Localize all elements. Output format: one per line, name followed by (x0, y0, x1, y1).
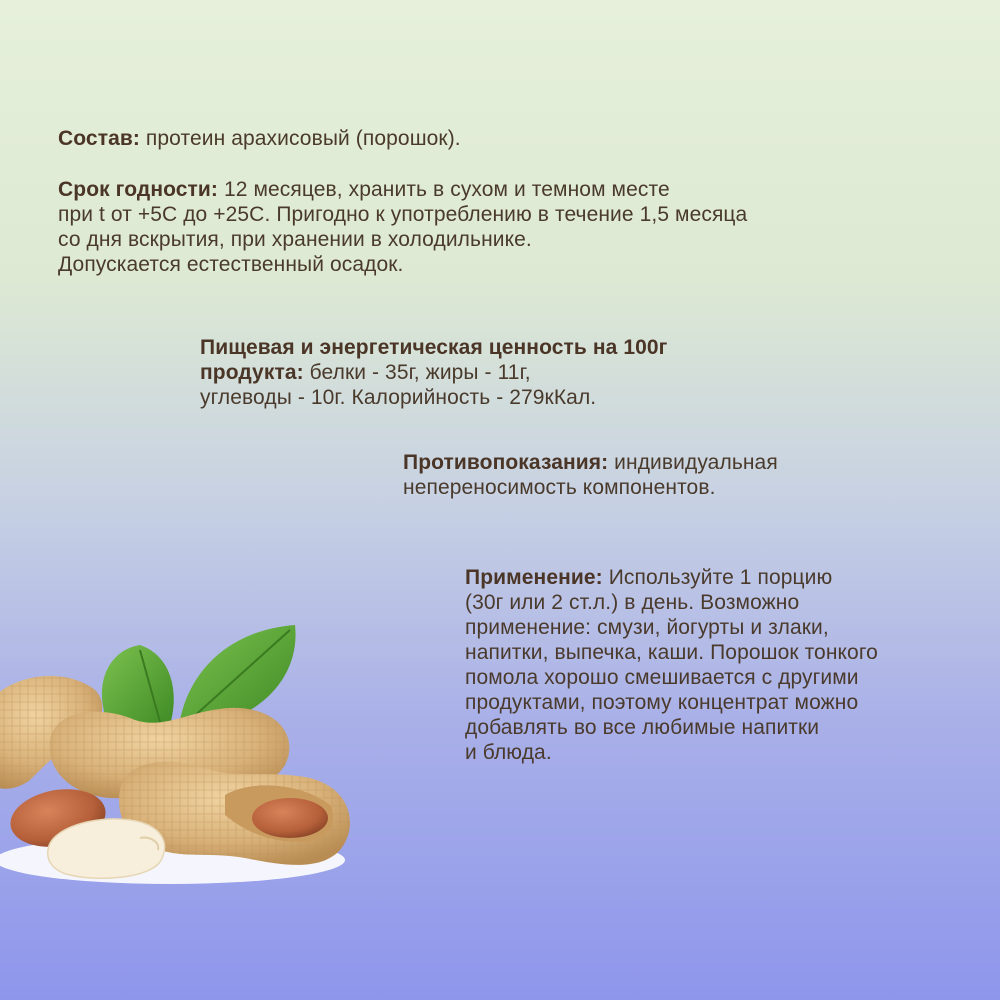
kernel-in-shell-icon (252, 798, 328, 838)
nutrition-text-2: белки - 35г, жиры - 11г, (303, 361, 531, 384)
usage-line-4: напитки, выпечка, каши. Порошок тонкого (465, 641, 878, 664)
nutrition-line-2 (200, 360, 668, 385)
usage-section (465, 565, 878, 765)
shelf-life-text-1: 12 месяцев, хранить в сухом и темном месте (218, 178, 670, 201)
peanuts-with-leaves-icon (0, 610, 360, 890)
nutrition-label-line-2: продукта: (200, 361, 304, 384)
usage-line-3: применение: смузи, йогурты и злаки, (465, 616, 829, 639)
contraindications-line-1 (403, 450, 778, 475)
composition-line (58, 126, 461, 151)
usage-line-2: (30г или 2 ст.л.) в день. Возможно (465, 591, 800, 614)
shelf-life-line-4: Допускается естественный осадок. (58, 253, 404, 276)
usage-label: Применение: (465, 566, 603, 589)
usage-line-6: продуктами, поэтому концентрат можно (465, 691, 859, 714)
shelf-life-line-3: со дня вскрытия, при хранении в холодильнике. (58, 228, 532, 251)
composition-label: Состав: (58, 127, 140, 150)
shelf-life-line-2: при t от +5С до +25С. Пригодно к употреблению в течение 1,5 месяца (58, 203, 748, 226)
usage-line-1 (465, 565, 878, 590)
contraindications-line-2: непереносимость компонентов. (403, 476, 716, 499)
usage-line-5: помола хорошо смешивается с другими (465, 666, 859, 689)
nutrition-section (200, 335, 668, 410)
shelf-life-label: Срок годности: (58, 178, 219, 201)
shelf-life-section (58, 177, 747, 277)
usage-line-8: и блюда. (465, 741, 552, 764)
composition-text: протеин арахисовый (порошок). (139, 127, 461, 150)
composition-section (58, 126, 461, 151)
contraindications-text-1: индивидуальная (608, 451, 778, 474)
shelf-life-line-1 (58, 177, 747, 202)
nutrition-line-3: углеводы - 10г. Калорийность - 279кКал. (200, 386, 597, 409)
nutrition-label-line-1: Пищевая и энергетическая ценность на 100г (200, 336, 668, 359)
usage-text-1: Используйте 1 порцию (602, 566, 833, 589)
contraindications-label: Противопоказания: (403, 451, 609, 474)
usage-line-7: добавлять во все любимые напитки (465, 716, 820, 739)
contraindications-section (403, 450, 778, 500)
